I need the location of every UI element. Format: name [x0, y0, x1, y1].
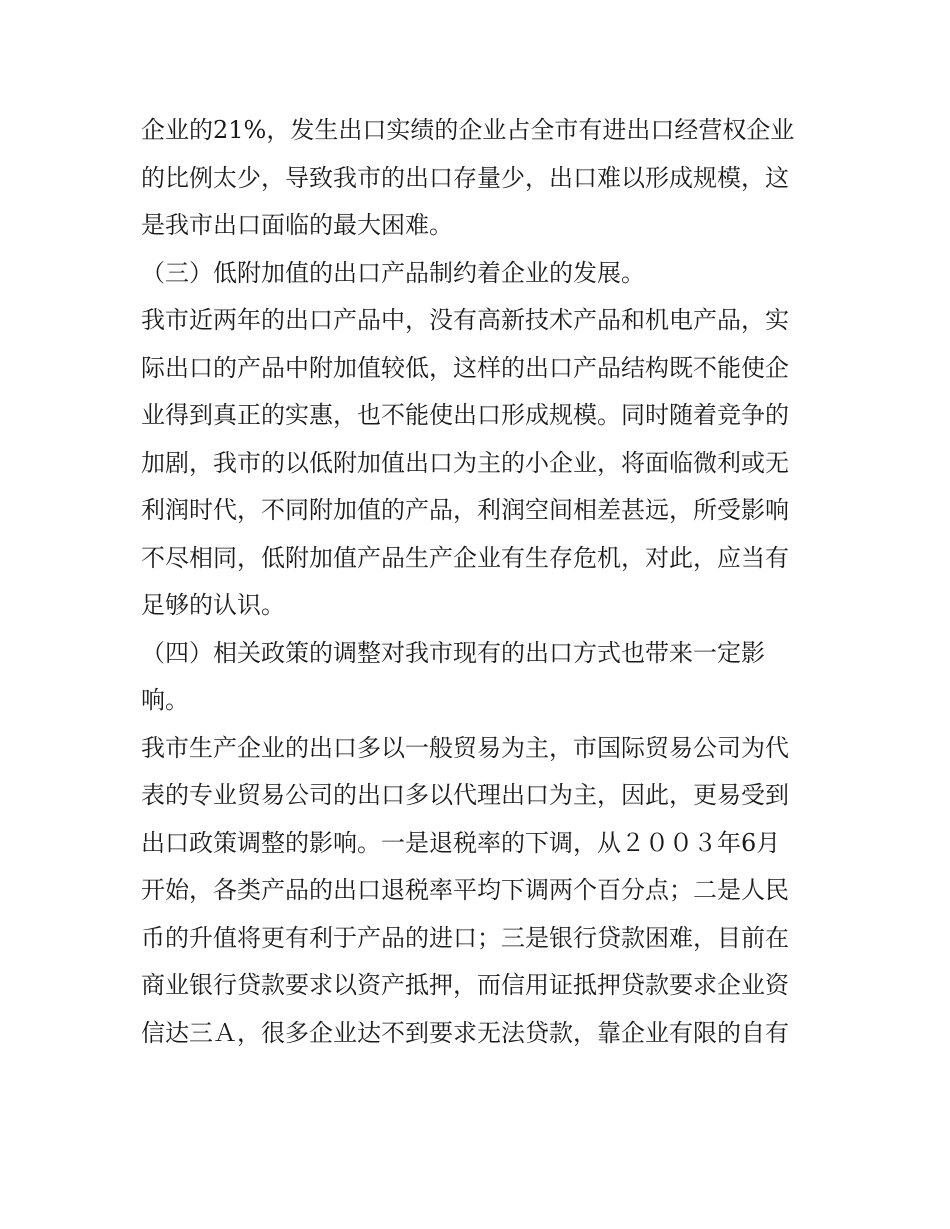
text-line: 际出口的产品中附加值较低，这样的出口产品结构既不能使企: [141, 353, 789, 382]
text-line: 出口政策调整的影响。一是退税率的下调，从２００３年6月: [141, 828, 781, 857]
text-line: 币的升值将更有利于产品的进口；三是银行贷款困难，目前在: [141, 923, 789, 952]
text-line: 的比例太少，导致我市的出口存量少，出口难以形成规模，这: [141, 163, 789, 192]
text-line: 表的专业贸易公司的出口多以代理出口为主，因此，更易受到: [141, 781, 789, 809]
text-line: 开始，各类产品的出口退税率平均下调两个百分点；二是人民: [141, 876, 789, 904]
text-line: 我市近两年的出口产品中，没有高新技术产品和机电产品，实: [141, 306, 789, 334]
section-heading-3: （三）低附加值的出口产品制约着企业的发展。: [141, 258, 645, 287]
text-line: 利润时代，不同附加值的产品，利润空间相差甚远，所受影响: [141, 496, 789, 524]
text-line: 我市生产企业的出口多以一般贸易为主，市国际贸易公司为代: [141, 733, 789, 762]
text-line: 加剧，我市的以低附加值出口为主的小企业，将面临微利或无: [141, 448, 789, 477]
text-line: 信达三Ａ，很多企业达不到要求无法贷款，靠企业有限的自有: [141, 1018, 789, 1047]
document-body: [141, 107, 821, 1057]
section-heading-4: （四）相关政策的调整对我市现有的出口方式也带来一定影: [141, 638, 765, 667]
text-line: 商业银行贷款要求以资产抵押，而信用证抵押贷款要求企业资: [141, 971, 789, 999]
text-line: 响。: [141, 686, 189, 714]
text-line: 是我市出口面临的最大困难。: [141, 211, 453, 239]
text-line: 企业的21%，发生出口实绩的企业占全市有进出口经营权企业: [141, 116, 795, 144]
text-line: 不尽相同，低附加值产品生产企业有生存危机，对此，应当有: [141, 543, 789, 572]
text-line: 业得到真正的实惠，也不能使出口形成规模。同时随着竞争的: [141, 401, 789, 429]
text-line: 足够的认识。: [141, 591, 285, 619]
